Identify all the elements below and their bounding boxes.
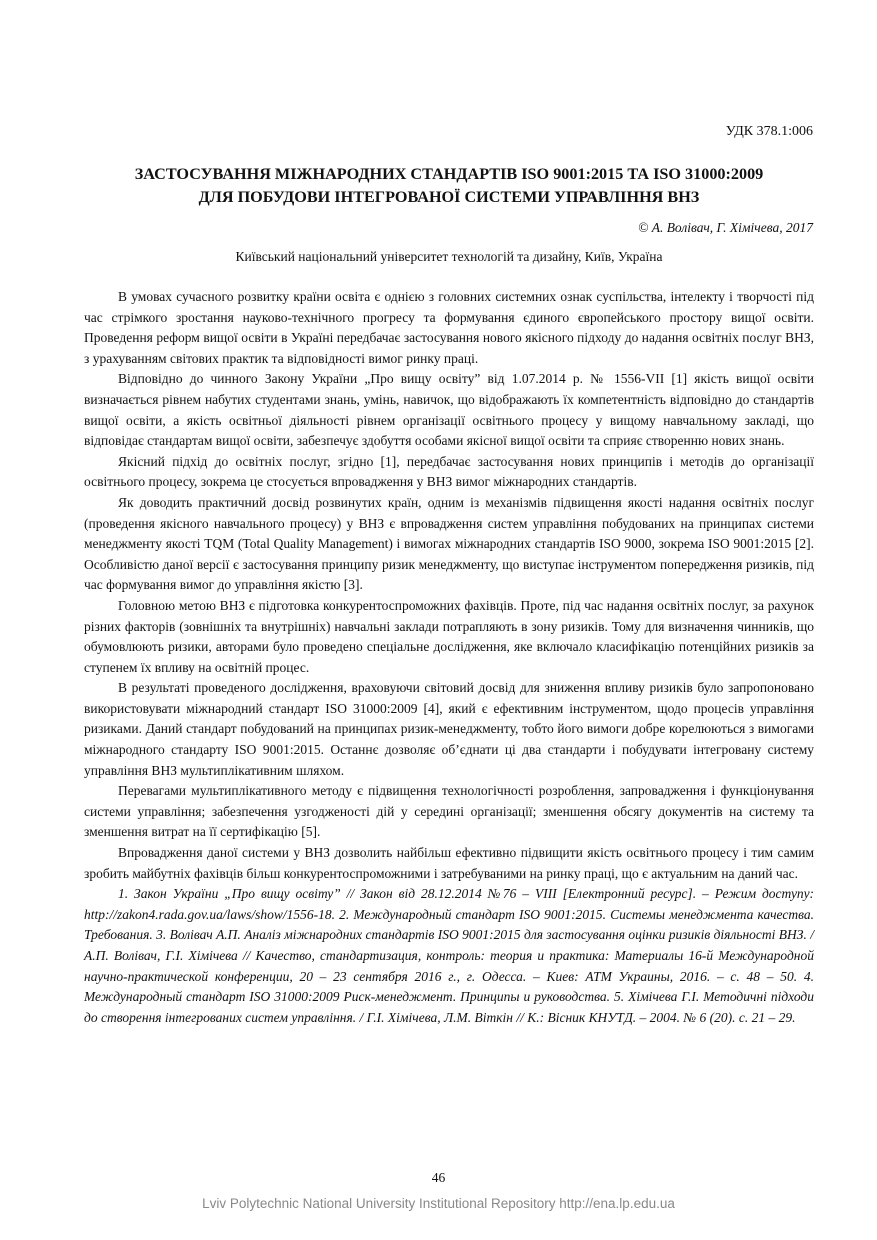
udc-code: УДК 378.1:006	[725, 124, 813, 139]
paragraph-7: Перевагами мультиплікативного методу є підвищення технологічності розроблення, запровадження і функціонування системи управління; забезпечення узгодженості дій у середині організації; зменшення обсягу документів на систему та зменшення витрат на її сертифікацію [5].	[84, 783, 814, 840]
repository-footer: Lviv Polytechnic National University Institutional Repository http://ena.lp.edu.ua	[202, 1196, 675, 1211]
article-body	[84, 287, 814, 1028]
paragraph-8: Впровадження даної системи у ВНЗ дозволить найбільш ефективно підвищити якість освітнього процесу і тим самим зробить майбутніх фахівців більш конкурентоспроможними і затребуваними на ринку праці, що є актуальним на даний час.	[84, 845, 814, 881]
title-line-2: ДЛЯ ПОБУДОВИ ІНТЕГРОВАНОЇ СИСТЕМИ УПРАВЛІННЯ ВНЗ	[198, 188, 700, 206]
paragraph-4: Як доводить практичний досвід розвинутих країн, одним із механізмів підвищення якості надання освітніх послуг (проведення якісного навчального процесу) у ВНЗ є впровадження систем управління побудованих на принципах системи менеджменту якості TQM (Total Quality Management) і вимогах міжнародних стандартів ISO 9000, зокрема ISO 9001:2015 [2]. Особливістю даної версії є застосування принципу ризик менеджменту, що виступає інструментом попередження ризиків, під час формування вимог до управління якістю [3].	[84, 494, 814, 593]
page-number: 46	[431, 1170, 446, 1185]
title-line-1: ЗАСТОСУВАННЯ МІЖНАРОДНИХ СТАНДАРТІВ ISO 9001:2015 ТА ISO 31000:2009	[134, 165, 764, 183]
paragraph-2: Відповідно до чинного Закону України „Про вищу освіту” від 1.07.2014 р. № 1556-VII [1] якість вищої освіти визначається рівнем набутих студентами знань, умінь, навичок, що відображають їх компетентність відповідно до стандартів вищої освіти, а якість освітньої діяльності рівнем організації освітнього процесу у вищому навчальному закладі, що відповідає стандартам вищої освіти, забезпечує здобуття особами якісної вищої освіти та сприяє створенню нових знань.	[84, 371, 814, 449]
authors-copyright: © А. Волівач, Г. Хімічева, 2017	[638, 220, 813, 235]
paragraph-6: В результаті проведеного дослідження, враховуючи світовий досвід для зниження впливу ризиків було запропоновано використовувати міжнародний стандарт ISO 31000:2009 [4], який є ефективним інструментом, щодо процесів управління ризиками. Даний стандарт побудований на принципах ризик-менеджменту, тобто його вимоги добре корелюються з вимогами міжнародного стандарту ISO 9001:2015. Останнє дозволяє об’єднати ці два стандарти і побудувати інтегровану систему управління ВНЗ мультиплікативним шляхом.	[84, 680, 814, 778]
paragraph-1: В умовах сучасного розвитку країни освіта є однією з головних системних ознак суспільства, інтелекту і творчості під час стрімкого зростання науково-технічного прогресу та формування єдиного європейського простору вищої освіти. Проведення реформ вищої освіти в Україні передбачає застосування нового якісного підходу до надання освітніх послуг ВНЗ, з урахуванням світових практик та відповідності вимог ринку праці.	[84, 289, 814, 366]
article-title	[84, 163, 814, 209]
paragraph-5: Головною метою ВНЗ є підготовка конкурентоспроможних фахівців. Проте, під час надання освітніх послуг, за рахунок різних факторів (зовнішніх та внутрішніх) навчальні заклади потрапляють в зону ризиків. Тому для визначення чинників, що обумовлюють ризики, авторами було проведено спеціальне дослідження, яке включало класифікацію потенційних ризиків за ступенем їх впливу на освітній процес.	[84, 597, 814, 675]
paragraph-3: Якісний підхід до освітніх послуг, згідно [1], передбачає застосування нових принципів і методів до організації освітнього процесу, зокрема це стосується впровадження у ВНЗ вимог міжнародних стандартів.	[84, 453, 814, 490]
affiliation: Київський національний університет технологій та дизайну, Київ, Україна	[235, 249, 663, 264]
references: 1. Закон України „Про вищу освіту” // Закон від 28.12.2014 №76 – VIII [Електронний ресурс]. – Режим доступу: http://zakon4.rada.gov.ua/laws/show/1556-18. 2. Международный стандарт ISO 9001:2015. Системы менеджмента качества. Требования. 3. Волівач А.П. Аналіз міжнародних стандартів ISO 9001:2015 для застосування оцінки ризиків діяльності ВНЗ. / А.П. Волівач, Г.І. Хімічева // Качество, стандартизация, контроль: теория и практика: Материалы 16-й Международной научно-практической конференции, 20 – 23 сентября 2016 г., г. Одесса. – Киев: АТМ Украины, 2016. – с. 48 – 50. 4. Международный стандарт ISO 31000:2009 Риск-менеджмент. Принципы и руководства. 5. Хімічева Г.І. Методичні підходи до створення інтегрованих систем управління. / Г.І. Хімічева, Л.М. Віткін // К.: Вісник КНУТД. – 2004. № 6 (20). с. 21 – 29.	[84, 886, 814, 1025]
